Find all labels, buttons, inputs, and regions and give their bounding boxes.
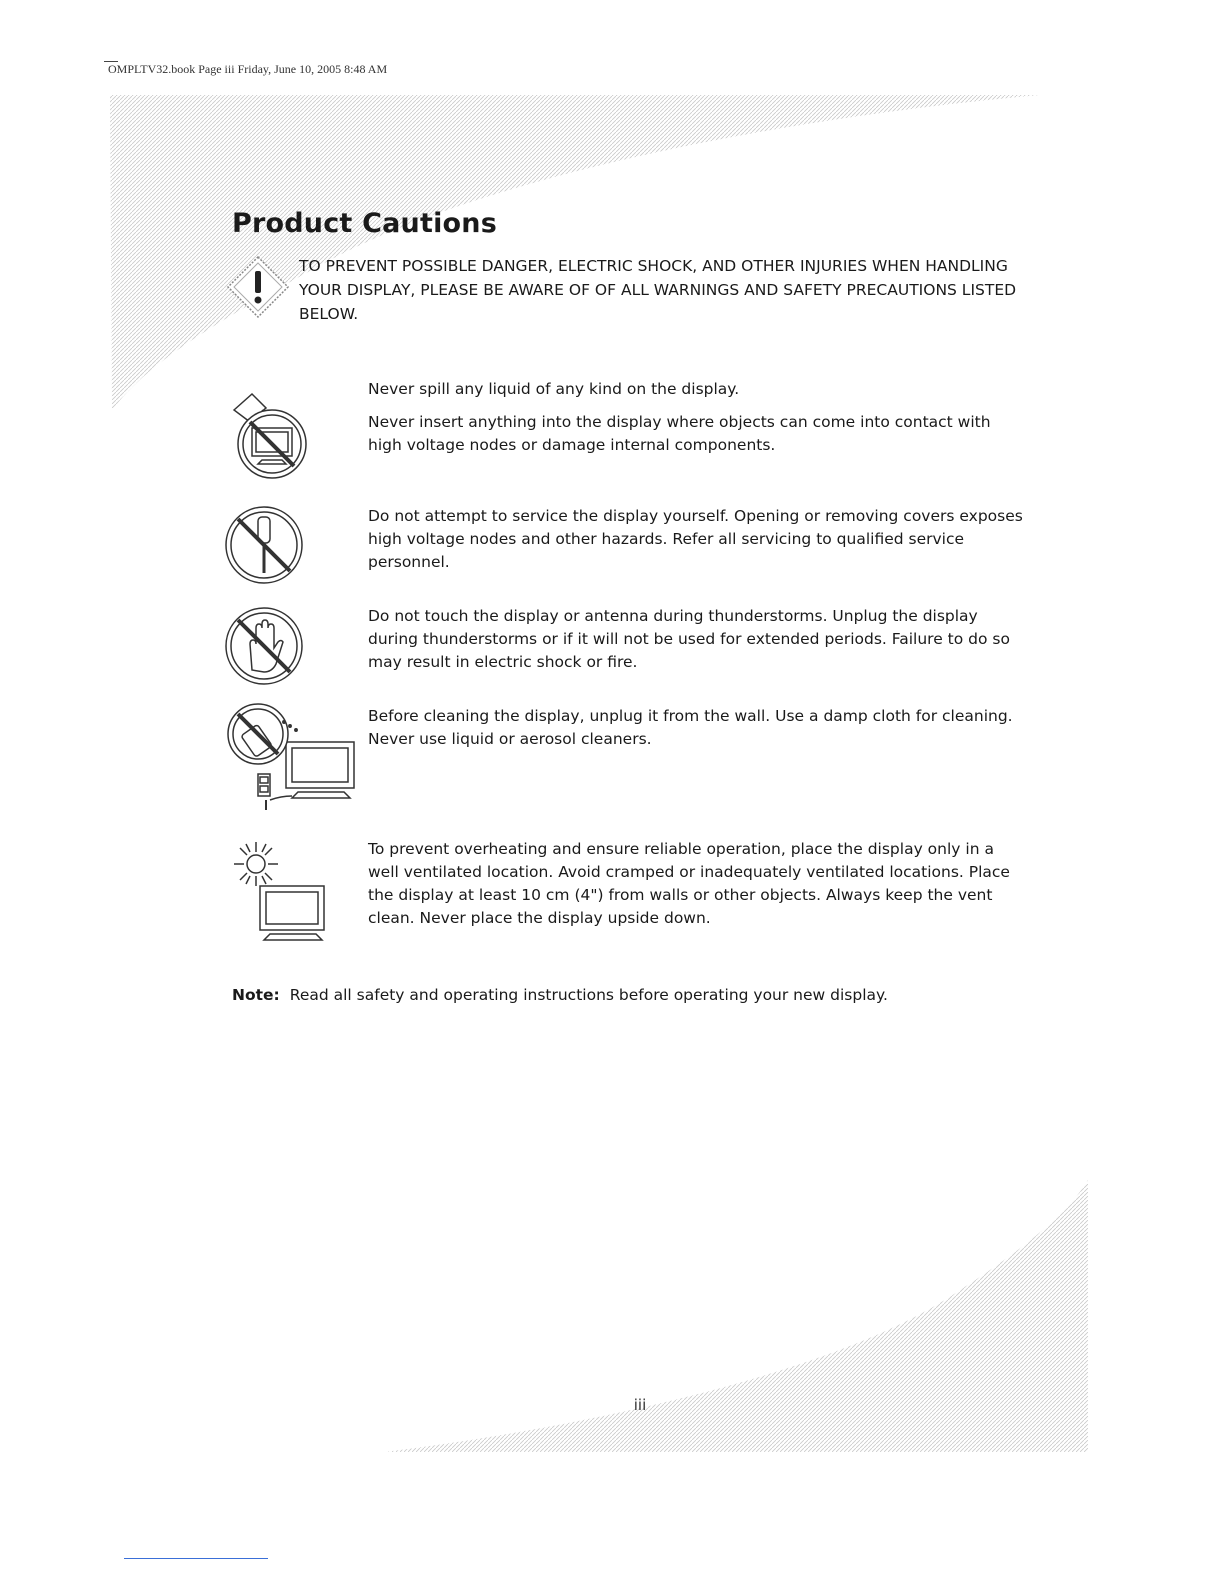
caution-ventilation-text: To prevent overheating and ensure reliable operation, place the display only in a well ventilated location. Avoid cramped or inadequately ventilated locations. Place the display at least 10 cm (4") from walls or other objects. Always keep the vent clean. Never place the display upside down. (368, 840, 1010, 927)
page-title: Product Cautions (232, 208, 497, 239)
no-liquid-icon (222, 382, 318, 482)
sun-display-icon (230, 840, 330, 942)
caution-thunder-text: Do not touch the display or antenna during thunderstorms. Unplug the display during thunderstorms or if it will not be used for extended periods. Failure to do so may result in electric shock or fire. (368, 607, 1010, 671)
warning-text: TO PREVENT POSSIBLE DANGER, ELECTRIC SHOCK, AND OTHER INJURIES WHEN HANDLING YOUR DISPLAY, PLEASE BE AWARE OF OF ALL WARNINGS AND SAFETY PRECAUTIONS LISTED BELOW. (299, 257, 1017, 323)
no-screwdriver-icon (222, 503, 306, 587)
caution-liquid (368, 378, 1028, 457)
caution-service-text: Do not attempt to service the display yourself. Opening or removing covers exposes high voltage nodes and other hazards. Refer all servicing to qualified service personnel. (368, 507, 1023, 571)
top-swoosh (110, 95, 1040, 410)
caution-liquid-text-2: Never insert anything into the display where objects can come into contact with high voltage nodes or damage internal components. (368, 413, 991, 454)
caution-thunder (368, 605, 1028, 674)
warning-icon (226, 255, 290, 319)
page-number: iii (633, 1396, 647, 1414)
no-spray-icon (226, 700, 360, 812)
caution-cleaning (368, 705, 1028, 751)
bottom-swoosh (385, 1180, 1088, 1452)
note-label: Note: (232, 986, 280, 1004)
file-stamp: OMPLTV32.book Page iii Friday, June 10, 2005 8:48 AM (108, 62, 388, 76)
note-text: Read all safety and operating instructions before operating your new display. (289, 986, 888, 1004)
caution-service (368, 505, 1028, 574)
no-touch-icon (222, 604, 306, 688)
caution-cleaning-text: Before cleaning the display, unplug it from the wall. Use a damp cloth for cleaning. Never use liquid or aerosol cleaners. (368, 707, 1013, 748)
caution-liquid-text-1: Never spill any liquid of any kind on the display. (368, 380, 740, 398)
caution-ventilation (368, 838, 1028, 930)
footer-rule (124, 1558, 268, 1559)
note (232, 984, 888, 1007)
